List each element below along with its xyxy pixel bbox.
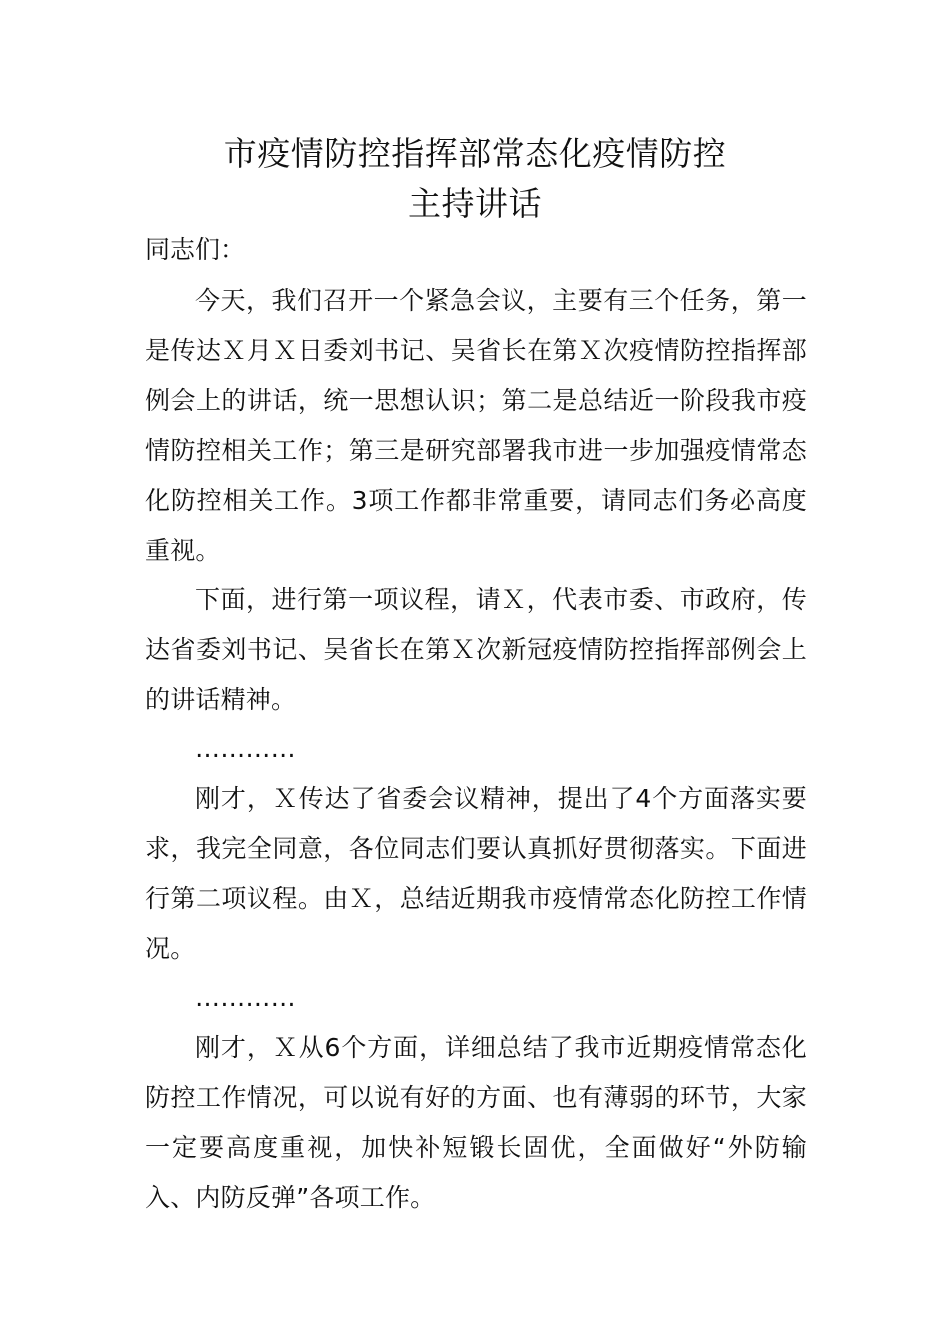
paragraph-first-agenda: 下面，进行第一项议程，请Ｘ，代表市委、市政府，传达省委刘书记、吴省长在第Ｘ次新冠疫情防控指挥部例会上的讲话精神。	[145, 585, 807, 714]
document-title-line-1: 市疫情防控指挥部常态化疫情防控	[223, 134, 727, 173]
paragraph-second-agenda: 刚才，Ｘ传达了省委会议精神，提出了4个方面落实要求，我完全同意，各位同志们要认真抓好贯彻落实。下面进行第二项议程。由Ｘ，总结近期我市疫情常态化防控工作情况。	[145, 784, 807, 963]
paragraph-summary-remarks: 刚才，Ｘ从6个方面，详细总结了我市近期疫情常态化防控工作情况，可以说有好的方面、也有薄弱的环节，大家一定要高度重视，加快补短锻长固优，全面做好“外防输入、内防反弹”各项工作。	[145, 1033, 807, 1212]
document-title-line-2: 主持讲话	[408, 184, 542, 223]
paragraph-opening: 今天，我们召开一个紧急会议，主要有三个任务，第一是传达Ｘ月Ｘ日委刘书记、吴省长在第Ｘ次疫情防控指挥部例会上的讲话，统一思想认识；第二是总结近一阶段我市疫情防控相关工作；第三是研究部署我市进一步加强疫情常态化防控相关工作。3项工作都非常重要，请同志们务必高度重视。	[145, 286, 807, 565]
salutation: 同志们：	[145, 235, 246, 264]
ellipsis-separator: …………	[195, 983, 296, 1012]
ellipsis-separator: …………	[195, 734, 296, 763]
